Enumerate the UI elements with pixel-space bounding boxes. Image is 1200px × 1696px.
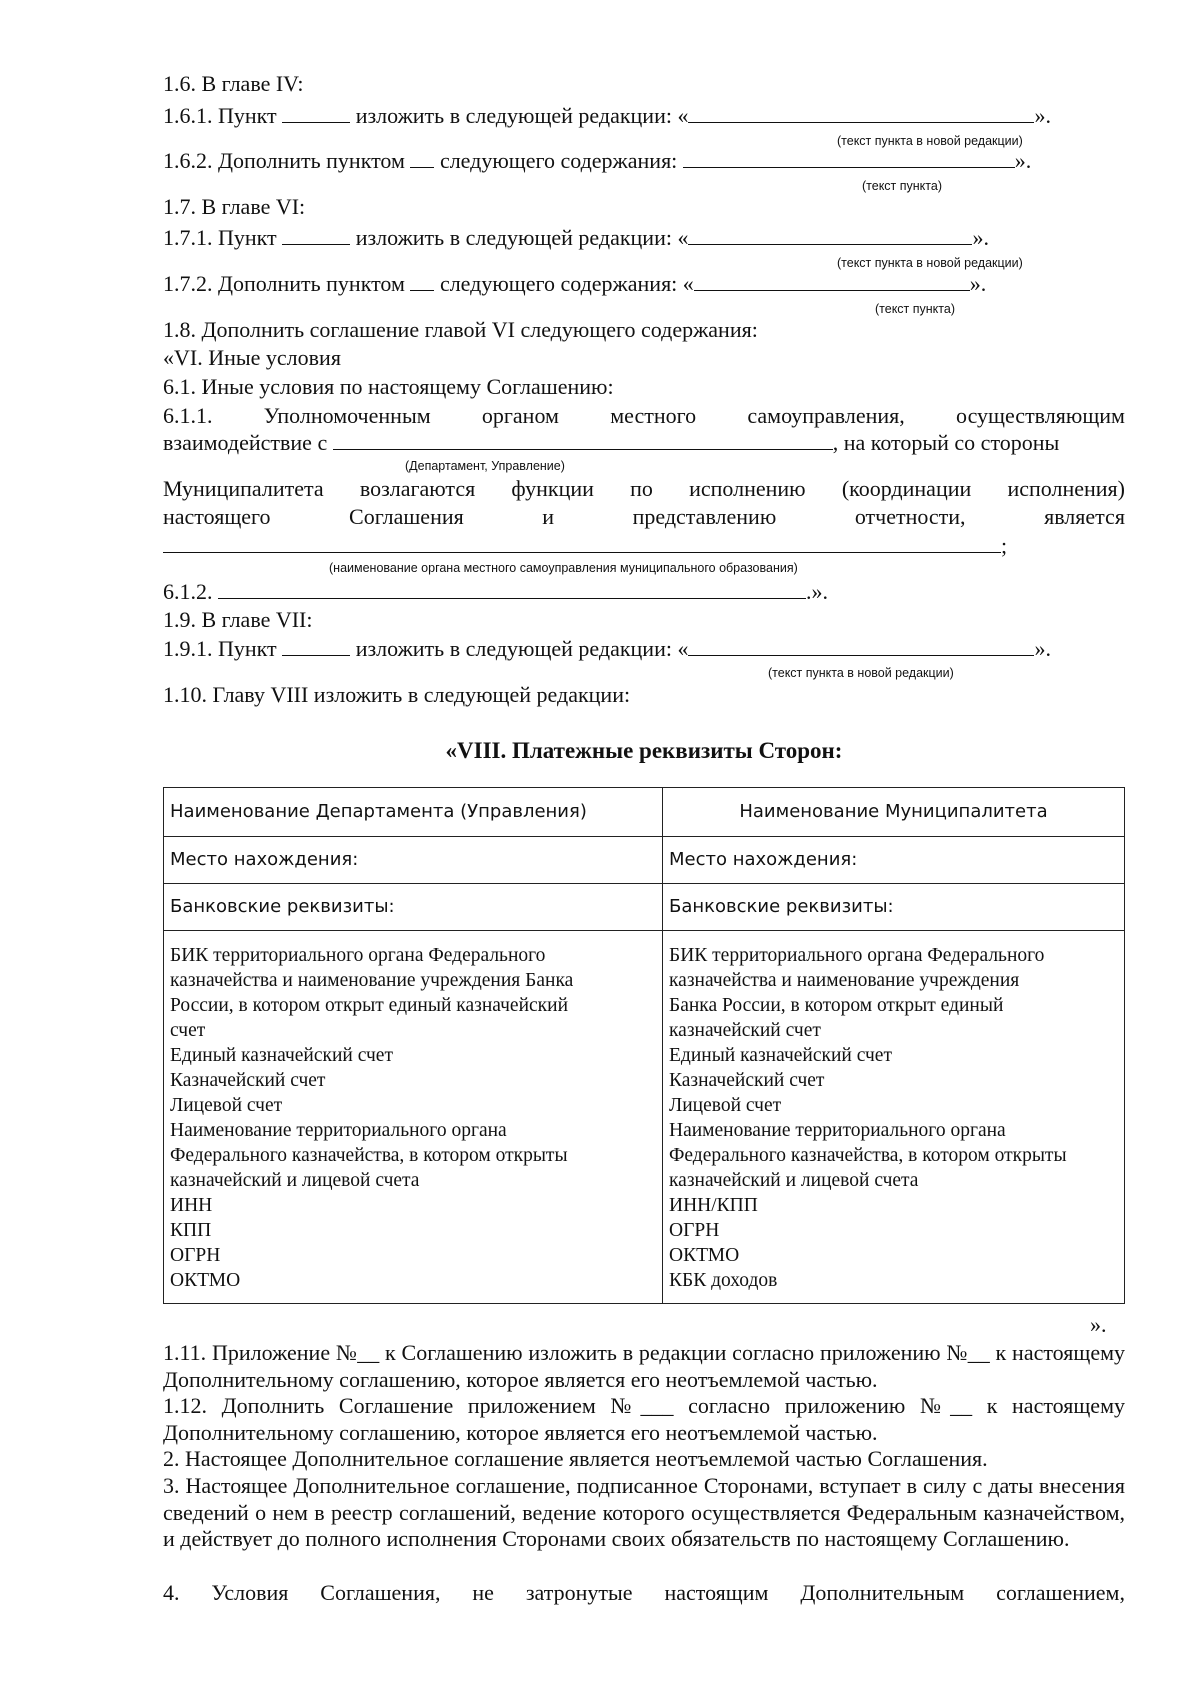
word: по — [630, 476, 653, 501]
detail-line: казначейский и лицевой счета — [669, 1170, 919, 1191]
text: ». — [972, 225, 989, 250]
paragraph-4 — [163, 1580, 1125, 1606]
text: 1.9.1. Пункт — [163, 636, 277, 661]
caption: (текст пункта в новой редакции) — [837, 134, 1023, 148]
detail-line: казначейства и наименование учреждения Банка — [170, 970, 574, 991]
blank-field — [694, 272, 970, 291]
blank-field — [282, 226, 350, 245]
blank-field — [163, 534, 1001, 553]
detail-line: Банка России, в котором открыт единый — [669, 995, 1004, 1016]
word: исполнения) — [1007, 476, 1125, 501]
paragraph-2: 2. Настоящее Дополнительное соглашение является неотъемлемой частью Соглашения. — [163, 1446, 988, 1471]
table-row — [164, 884, 1125, 931]
text: ; — [1001, 533, 1008, 558]
table-row — [164, 931, 1125, 1304]
word: отчетности, — [854, 504, 966, 529]
text: 1.7.1. Пункт — [163, 225, 277, 250]
text: ». — [969, 271, 987, 296]
line-1-10: 1.10. Главу VIII изложить в следующей редакции: — [163, 682, 631, 707]
table-row — [164, 788, 1125, 837]
word: местного — [610, 403, 697, 428]
requisites-table — [163, 787, 1125, 1304]
text: взаимодействие с — [163, 430, 328, 455]
blank-field — [688, 226, 972, 245]
section-heading: «VIII. Платежные реквизиты Сторон: — [445, 738, 843, 763]
paragraph-3: 3. Настоящее Дополнительное соглашение, подписанное Сторонами, вступает в силу с даты внесения сведений о нем в реестр соглашений, ведение которого осуществляется Федеральным казначейством, и действует до полного исполнения Сторонами своих обязательств по настоящему Соглашению. — [163, 1473, 1125, 1551]
detail-line: Казначейский счет — [669, 1070, 825, 1091]
table-cell: Наименование Департамента (Управления) — [164, 788, 663, 837]
detail-line: ИНН — [170, 1195, 213, 1216]
detail-line: КБК доходов — [669, 1270, 778, 1291]
text: 1.6.2. Дополнить пунктом — [163, 148, 405, 173]
text: ». — [1034, 636, 1051, 661]
text: изложить в следующей редакции: « — [355, 225, 689, 250]
detail-line: Единый казначейский счет — [170, 1045, 393, 1066]
word: не — [472, 1580, 494, 1605]
table-cell: Банковские реквизиты: — [663, 884, 1125, 931]
word: настоящим — [664, 1580, 769, 1605]
word: Уполномоченным — [263, 403, 431, 428]
word: соглашением, — [996, 1580, 1125, 1605]
line-1-9-1 — [163, 636, 1051, 662]
line-6-1: 6.1. Иные условия по настоящему Соглашению: — [163, 374, 614, 399]
caption: (текст пункта) — [875, 302, 955, 316]
detail-line: ОКТМО — [170, 1270, 241, 1291]
blank-field — [410, 272, 434, 291]
line-1-9: 1.9. В главе VII: — [163, 607, 313, 632]
word: исполнению — [689, 476, 806, 501]
line-6-1-1-e — [163, 533, 1007, 559]
text: 1.6.1. Пункт — [163, 103, 277, 128]
table-row — [164, 837, 1125, 884]
word: органом — [481, 403, 559, 428]
text: следующего содержания: « — [439, 271, 694, 296]
word: Соглашения, — [320, 1580, 441, 1605]
detail-line: Лицевой счет — [170, 1095, 283, 1116]
detail-line: счет — [170, 1020, 206, 1041]
line-6-1-2 — [163, 579, 828, 605]
table-cell: Банковские реквизиты: — [164, 884, 663, 931]
detail-line: Федерального казначейства, в котором открыты — [669, 1145, 1067, 1166]
blank-field — [282, 104, 350, 123]
detail-line: Федерального казначейства, в котором открыты — [170, 1145, 568, 1166]
table-cell: Наименование Муниципалитета — [663, 788, 1125, 837]
detail-line: казначейства и наименование учреждения — [669, 970, 1020, 991]
text: .». — [806, 579, 828, 604]
detail-line: казначейский счет — [669, 1020, 821, 1041]
paragraph-1-11: 1.11. Приложение №__ к Соглашению изложить в редакции согласно приложению №__ к настоящему Дополнительному соглашению, которое является его неотъемлемой частью. — [163, 1340, 1125, 1392]
detail-line: ОГРН — [669, 1220, 720, 1241]
blank-field — [410, 149, 434, 168]
detail-line: казначейский и лицевой счета — [170, 1170, 420, 1191]
table-cell-left-details — [164, 931, 663, 1304]
word: затронутые — [525, 1580, 633, 1605]
caption: (текст пункта в новой редакции) — [768, 666, 954, 680]
word: Муниципалитета — [163, 476, 324, 501]
line-1-8: 1.8. Дополнить соглашение главой VI следующего содержания: — [163, 317, 758, 342]
text: изложить в следующей редакции: « — [355, 103, 689, 128]
blank-field — [688, 104, 1034, 123]
line-1-7: 1.7. В главе VI: — [163, 194, 306, 219]
table-cell: Место нахождения: — [164, 837, 663, 884]
line-1-6-2 — [163, 148, 1031, 174]
table-cell-right-details — [663, 931, 1125, 1304]
detail-line: КПП — [170, 1220, 212, 1241]
word: самоуправления, — [747, 403, 905, 428]
line-1-6: 1.6. В главе IV: — [163, 71, 304, 96]
detail-line: ОГРН — [170, 1245, 221, 1266]
blank-field — [333, 431, 833, 450]
caption: (текст пункта) — [862, 179, 942, 193]
line-1-6-1 — [163, 103, 1051, 129]
text: следующего содержания: — [439, 148, 678, 173]
line-vi: «VI. Иные условия — [163, 345, 341, 370]
detail-line: ИНН/КПП — [669, 1195, 758, 1216]
word: является — [1044, 504, 1125, 529]
word: настоящего — [163, 504, 271, 529]
word: Условия — [211, 1580, 289, 1605]
word: Соглашения — [349, 504, 464, 529]
blank-field — [688, 637, 1034, 656]
detail-line: Единый казначейский счет — [669, 1045, 892, 1066]
blank-field — [683, 149, 1015, 168]
word: возлагаются — [359, 476, 476, 501]
detail-line: Лицевой счет — [669, 1095, 782, 1116]
word: (координации — [841, 476, 972, 501]
word: 4. — [163, 1580, 180, 1605]
line-6-1-1-a — [163, 403, 1125, 429]
line-6-1-1-c — [163, 476, 1125, 502]
word: и — [542, 504, 555, 529]
text: 6.1.2. — [163, 579, 213, 604]
text: ». — [1034, 103, 1051, 128]
line-6-1-1-d — [163, 504, 1125, 530]
word: функции — [511, 476, 594, 501]
table-close-quote: ». — [1090, 1312, 1107, 1337]
line-1-7-1 — [163, 225, 989, 251]
word: представлению — [632, 504, 777, 529]
blank-field — [282, 637, 350, 656]
line-1-7-2 — [163, 271, 986, 297]
paragraph-1-12: 1.12. Дополнить Соглашение приложением №___ согласно приложению №__ к настоящему Дополнительному соглашению, которое является его неотъемлемой частью. — [163, 1393, 1125, 1445]
detail-line: России, в котором открыт единый казначейский — [170, 995, 569, 1016]
word: осуществляющим — [956, 403, 1125, 428]
word: 6.1.1. — [163, 403, 213, 428]
detail-line: Наименование территориального органа — [170, 1120, 507, 1141]
caption: (наименование органа местного самоуправления муниципального образования) — [329, 561, 798, 575]
blank-field — [218, 580, 806, 599]
detail-line: Наименование территориального органа — [669, 1120, 1006, 1141]
line-6-1-1-b — [163, 430, 1059, 456]
text: изложить в следующей редакции: « — [355, 636, 689, 661]
text: 1.7.2. Дополнить пунктом — [163, 271, 405, 296]
caption: (текст пункта в новой редакции) — [837, 256, 1023, 270]
detail-line: ОКТМО — [669, 1245, 740, 1266]
text: ». — [1014, 148, 1032, 173]
detail-line: БИК территориального органа Федерального — [170, 945, 546, 966]
detail-line: Казначейский счет — [170, 1070, 326, 1091]
caption: (Департамент, Управление) — [405, 459, 565, 473]
word: Дополнительным — [800, 1580, 965, 1605]
detail-line: БИК территориального органа Федерального — [669, 945, 1045, 966]
text: , на который со стороны — [832, 430, 1060, 455]
table-cell: Место нахождения: — [663, 837, 1125, 884]
